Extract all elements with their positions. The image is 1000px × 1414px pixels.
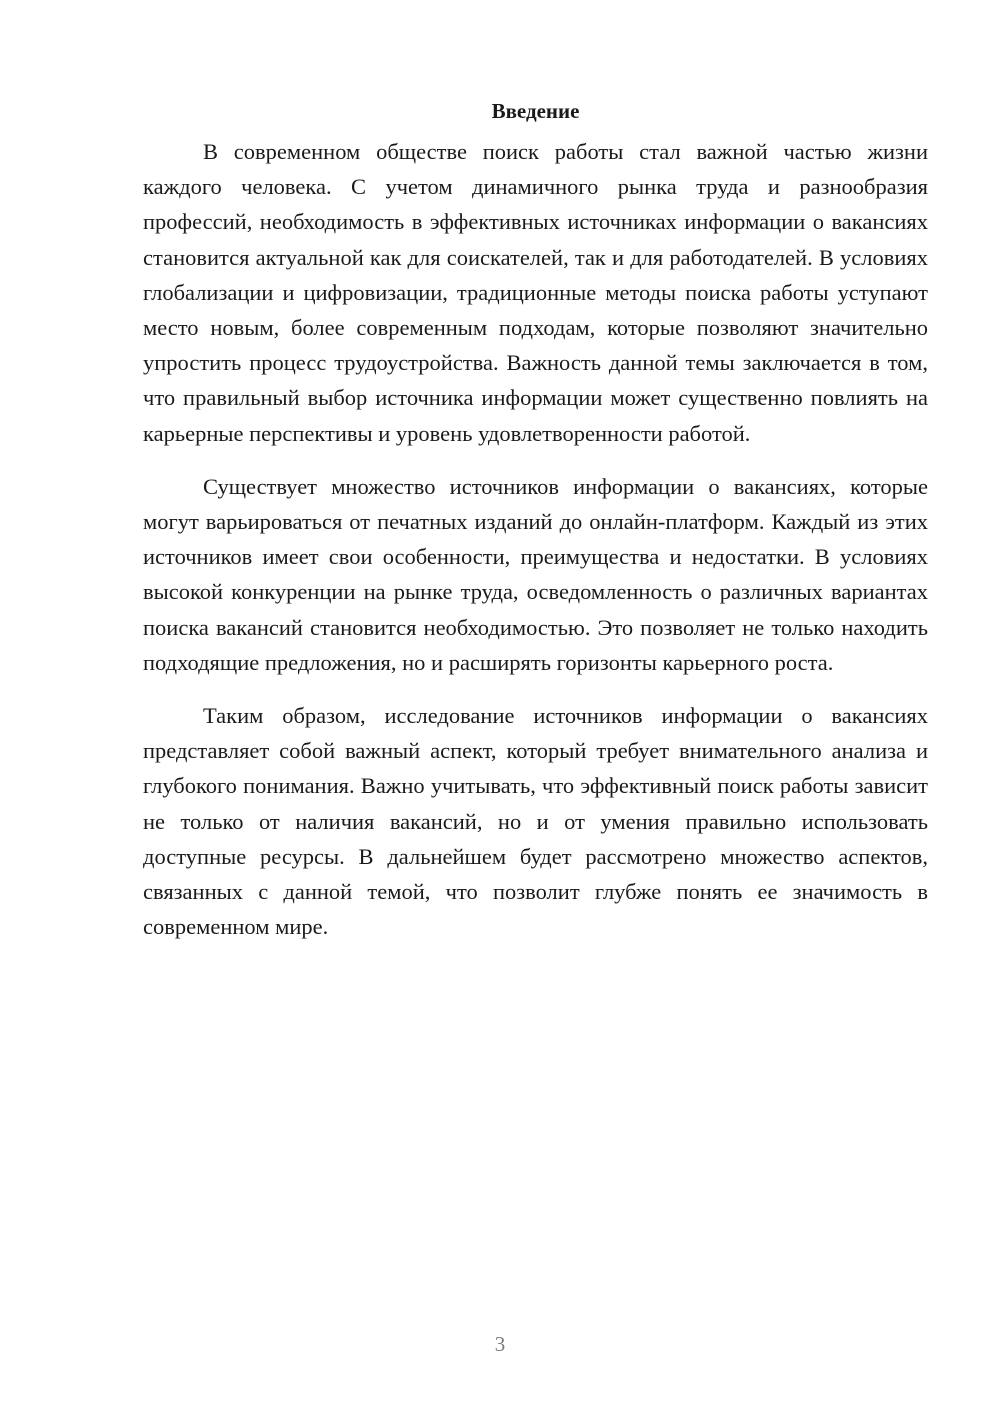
- page-number: 3: [494, 1332, 506, 1356]
- paragraph: Таким образом, исследование источников информации о вакансиях представляет собой важный аспект, который требует внимательного анализа и глубокого понимания. Важно учитывать, что эффективный поиск работы зависит не только от наличия вакансий, но и от умения правильно использовать доступные ресурсы. В дальнейшем будет рассмотрено множество аспектов, связанных с данной темой, что позволит глубже понять ее значимость в современном мире.: [143, 703, 928, 940]
- section-title: Введение: [491, 99, 580, 123]
- paragraph: Существует множество источников информации о вакансиях, которые могут варьироваться от печатных изданий до онлайн-платформ. Каждый из этих источников имеет свои особенности, преимущества и недостатки. В условиях высокой конкуренции на рынке труда, осведомленность о различных вариантах поиска вакансий становится необходимостью. Это позволяет не только находить подходящие предложения, но и расширять горизонты карьерного роста.: [143, 473, 928, 675]
- document-body: [143, 96, 928, 962]
- paragraph: В современном обществе поиск работы стал важной частью жизни каждого человека. С учетом динамичного рынка труда и разнообразия профессий, необходимость в эффективных источниках информации о вакансиях становится актуальной как для соискателей, так и для работодателей. В условиях глобализации и цифровизации, традиционные методы поиска работы уступают место новым, более современным подходам, которые позволяют значительно упростить процесс трудоустройства. Важность данной темы заключается в том, что правильный выбор источника информации может существенно повлиять на карьерные перспективы и уровень удовлетворенности работой.: [143, 139, 928, 446]
